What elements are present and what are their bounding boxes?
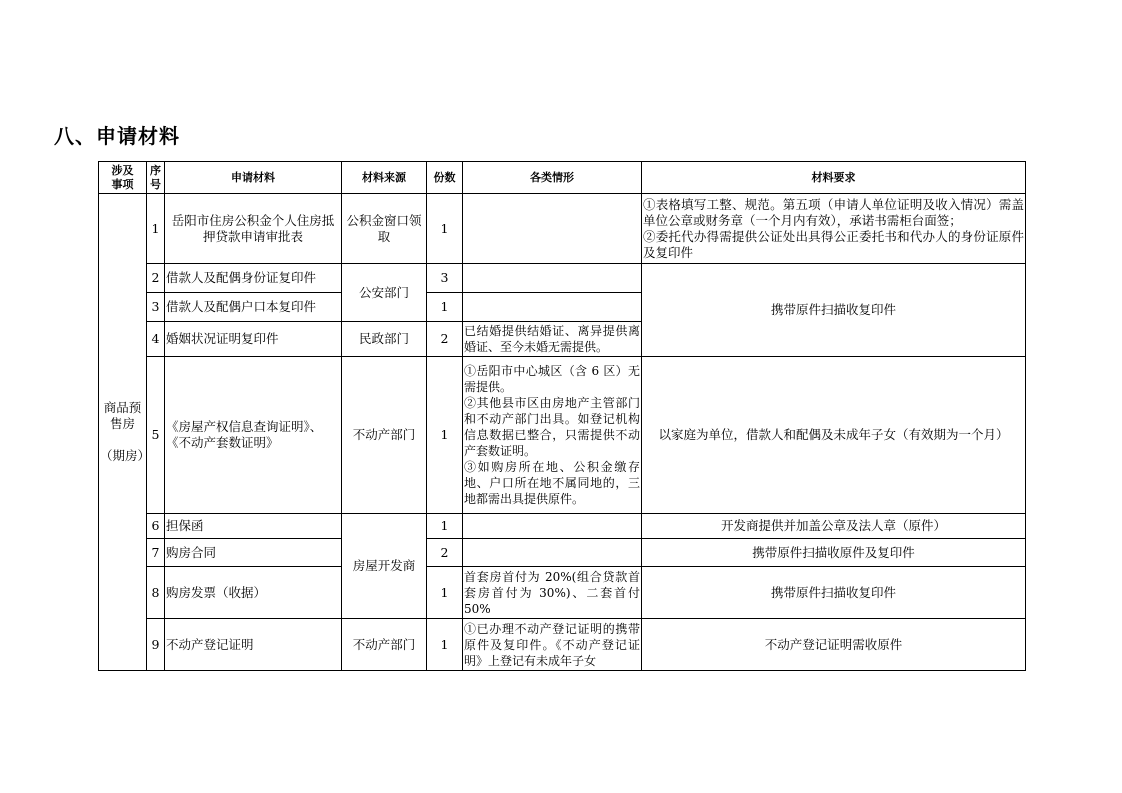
material-name: 借款人及配偶身份证复印件 <box>165 264 342 293</box>
copies-count: 2 <box>427 322 463 357</box>
material-name: 不动产登记证明 <box>165 619 342 671</box>
table-row <box>99 264 1026 293</box>
table-row <box>99 539 1026 567</box>
application-materials-table <box>98 161 1026 671</box>
copies-count: 1 <box>427 567 463 619</box>
requirement-cell: 携带原件扫描收复印件 <box>642 264 1026 357</box>
material-name: 担保函 <box>165 514 342 539</box>
row-number: 6 <box>147 514 165 539</box>
situation-cell <box>463 194 642 264</box>
material-name: 购房合同 <box>165 539 342 567</box>
requirement-cell: 开发商提供并加盖公章及法人章（原件） <box>642 514 1026 539</box>
table-header-row <box>99 162 1026 194</box>
requirement-cell: 以家庭为单位，借款人和配偶及未成年子女（有效期为一个月） <box>642 357 1026 514</box>
header-situations: 各类情形 <box>463 162 642 194</box>
situation-cell: 已结婚提供结婚证、离异提供离婚证、至今未婚无需提供。 <box>463 322 642 357</box>
material-name: 借款人及配偶户口本复印件 <box>165 293 342 322</box>
material-source: 公积金窗口领取 <box>342 194 427 264</box>
copies-count: 1 <box>427 194 463 264</box>
header-matter: 涉及 事项 <box>99 162 147 194</box>
material-name: 购房发票（收据） <box>165 567 342 619</box>
material-name: 婚姻状况证明复印件 <box>165 322 342 357</box>
table-row <box>99 619 1026 671</box>
table-row <box>99 514 1026 539</box>
header-number: 序 号 <box>147 162 165 194</box>
copies-count: 1 <box>427 619 463 671</box>
copies-count: 2 <box>427 539 463 567</box>
situation-cell <box>463 514 642 539</box>
table-row <box>99 357 1026 514</box>
row-number: 4 <box>147 322 165 357</box>
header-requirement: 材料要求 <box>642 162 1026 194</box>
table-row <box>99 194 1026 264</box>
copies-count: 3 <box>427 264 463 293</box>
requirement-cell: 不动产登记证明需收原件 <box>642 619 1026 671</box>
header-material: 申请材料 <box>165 162 342 194</box>
situation-cell: ①岳阳市中心城区（含 6 区）无需提供。 ②其他县市区由房地产主管部门和不动产部门出具。如登记机构信息数据已整合，只需提供不动产套数证明。 ③如购房所在地、公积金缴存地、户口所在地不属同地的，三地都需出具提供原件。 <box>463 357 642 514</box>
section-title: 八、申请材料 <box>54 124 180 148</box>
situation-cell <box>463 293 642 322</box>
situation-cell <box>463 264 642 293</box>
copies-count: 1 <box>427 514 463 539</box>
material-source: 不动产部门 <box>342 619 427 671</box>
copies-count: 1 <box>427 293 463 322</box>
table-row <box>99 567 1026 619</box>
situation-cell: ①已办理不动产登记证明的携带原件及复印件。《不动产登记证明》上登记有未成年子女 <box>463 619 642 671</box>
material-source: 房屋开发商 <box>342 514 427 619</box>
row-number: 2 <box>147 264 165 293</box>
row-number: 5 <box>147 357 165 514</box>
requirement-cell: ①表格填写工整、规范。第五项（申请人单位证明及收入情况）需盖单位公章或财务章（一个月内有效），承诺书需柜台面签； ②委托代办得需提供公证处出具得公正委托书和代办人的身份证原件及复印件 <box>642 194 1026 264</box>
material-source: 不动产部门 <box>342 357 427 514</box>
requirement-cell: 携带原件扫描收复印件 <box>642 567 1026 619</box>
material-name: 岳阳市住房公积金个人住房抵押贷款申请审批表 <box>165 194 342 264</box>
row-number: 3 <box>147 293 165 322</box>
situation-cell <box>463 539 642 567</box>
row-number: 1 <box>147 194 165 264</box>
material-name: 《房屋产权信息查询证明》、《不动产套数证明》 <box>165 357 342 514</box>
row-number: 7 <box>147 539 165 567</box>
requirement-cell: 携带原件扫描收原件及复印件 <box>642 539 1026 567</box>
header-source: 材料来源 <box>342 162 427 194</box>
matter-cell: 商品预 售房 （期房） <box>99 194 147 671</box>
material-source: 公安部门 <box>342 264 427 322</box>
row-number: 8 <box>147 567 165 619</box>
header-copies: 份数 <box>427 162 463 194</box>
situation-cell: 首套房首付为 20%(组合贷款首套房首付为 30%)、二套首付 50% <box>463 567 642 619</box>
row-number: 9 <box>147 619 165 671</box>
material-source: 民政部门 <box>342 322 427 357</box>
copies-count: 1 <box>427 357 463 514</box>
